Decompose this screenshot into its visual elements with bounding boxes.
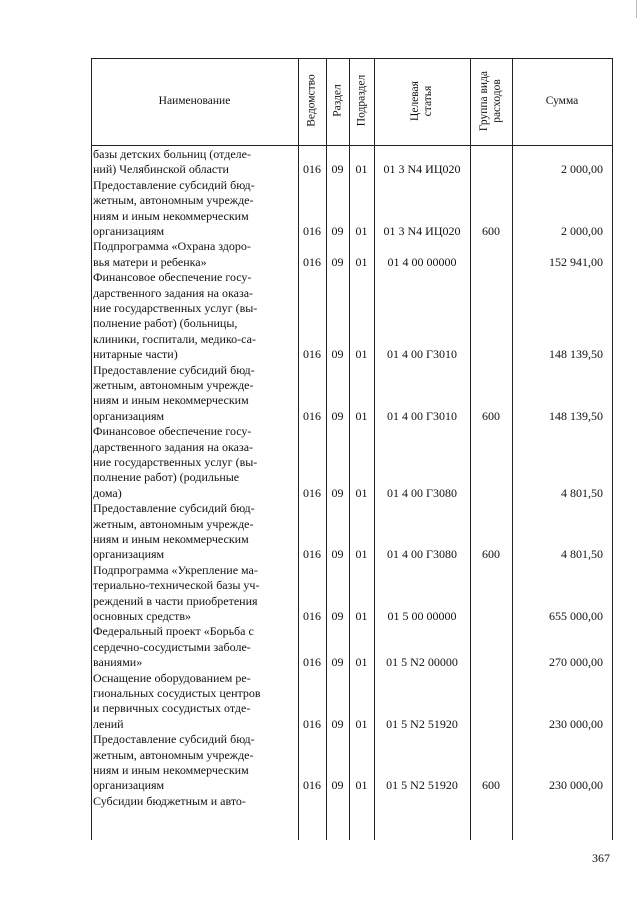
row-name (93, 501, 291, 563)
row-name (93, 794, 291, 809)
row-name (93, 147, 291, 178)
row-name-line: дарственного задания на оказа- (93, 285, 254, 300)
row-name-line: организациям (93, 224, 165, 239)
row-name-line: Оснащение оборудованием ре- (93, 670, 251, 685)
cell-vedomstvo: 016 (303, 778, 321, 793)
row-name-line: ниям и иным некоммерческим (93, 208, 249, 223)
row-name-line: ниям и иным некоммерческим (93, 763, 249, 777)
header-name: Наименование (158, 95, 231, 107)
cell-podrazdel: 01 (355, 162, 368, 177)
cell-tselevaya: 01 3 N4 ИЦ020 (383, 224, 461, 238)
cell-podrazdel: 01 (355, 609, 368, 623)
cell-vedomstvo: 016 (303, 485, 321, 500)
cell-podrazdel: 01 (355, 485, 368, 500)
header-vedomstvo: Ведомство (305, 74, 318, 127)
row-name-line: и первичных сосудистых отде- (93, 701, 251, 716)
header-gruppa-line1: Группа вида (478, 70, 490, 132)
row-name-line: Предоставление субсидий бюд- (93, 732, 255, 747)
cell-podrazdel: 01 (355, 254, 368, 269)
row-name-line: ваниями» (93, 655, 143, 670)
cell-tselevaya: 01 5 N2 51920 (386, 716, 458, 731)
row-name-line: сердечно-сосудистыми заболе- (93, 639, 251, 654)
row-name-line: Финансовое обеспечение госу- (93, 424, 252, 439)
cell-razdel: 09 (331, 254, 344, 269)
cell-tselevaya: 01 4 00 Г3080 (387, 485, 457, 500)
cell-razdel: 09 (331, 408, 344, 423)
cell-summa: 230 000,00 (549, 778, 603, 793)
row-name-line: организациям (93, 778, 165, 793)
row-name-line: полнение работ) (родильные (93, 470, 240, 485)
row-name (93, 363, 291, 425)
row-name (93, 178, 291, 240)
row-name-line: базы детских больниц (отделе- (93, 147, 251, 161)
row-name-line: Субсидии бюджетным и авто- (93, 793, 246, 808)
cell-vedomstvo: 016 (303, 347, 321, 362)
cell-razdel: 09 (331, 778, 344, 793)
row-name-line: ниям и иным некоммерческим (93, 532, 249, 546)
row-name-line: териально-технической базы уч- (93, 578, 260, 593)
row-name-line: жетным, автономным учрежде- (93, 378, 254, 392)
cell-tselevaya: 01 4 00 Г3010 (387, 408, 457, 423)
header-podrazdel: Подраздел (355, 74, 368, 127)
row-name-line: лений (93, 716, 124, 731)
row-name (93, 624, 291, 670)
cell-tselevaya: 01 5 00 00000 (387, 609, 457, 623)
cell-podrazdel: 01 (355, 655, 368, 670)
cell-razdel: 09 (331, 547, 344, 562)
cell-summa: 655 000,00 (549, 609, 603, 623)
row-name-line: дома) (93, 485, 122, 500)
cell-tselevaya: 01 4 00 Г3010 (387, 347, 457, 362)
row-name-line: Федеральный проект «Борьба с (93, 624, 254, 639)
row-name-line: организациям (93, 547, 165, 562)
cell-tselevaya: 01 5 N2 51920 (386, 778, 458, 793)
row-name-line: Финансовое обеспечение госу- (93, 270, 252, 285)
cell-podrazdel: 01 (355, 547, 368, 562)
cell-razdel: 09 (331, 162, 344, 177)
row-name-line: Подпрограмма «Охрана здоро- (93, 239, 251, 254)
cell-summa: 2 000,00 (561, 162, 603, 177)
cell-summa: 270 000,00 (549, 655, 603, 670)
cell-tselevaya: 01 4 00 Г3080 (387, 547, 457, 562)
header-gruppa-line2: расходов (491, 79, 503, 123)
row-name-line: гиональных сосудистых центров (93, 686, 261, 700)
cell-gruppa: 600 (482, 408, 500, 423)
cell-tselevaya: 01 5 N2 00000 (386, 655, 458, 670)
header-razdel: Раздел (331, 84, 344, 117)
cell-vedomstvo: 016 (303, 716, 321, 731)
cell-summa: 152 941,00 (549, 254, 603, 269)
header-gruppa (478, 51, 504, 151)
cell-summa: 4 801,50 (561, 485, 603, 500)
cell-podrazdel: 01 (355, 778, 368, 793)
cell-podrazdel: 01 (355, 224, 368, 238)
page-number: 367 (592, 851, 610, 865)
header-summa: Сумма (545, 95, 579, 107)
cell-vedomstvo: 016 (303, 408, 321, 423)
row-name-line: дарственного задания на оказа- (93, 439, 254, 454)
cell-razdel: 09 (331, 609, 344, 623)
cell-summa: 2 000,00 (561, 224, 603, 238)
cell-vedomstvo: 016 (303, 655, 321, 670)
row-name-line: ний) Челябинской области (93, 162, 229, 177)
row-name-line: полнение работ) (больницы, (93, 316, 238, 331)
row-name-line: жетным, автономным учрежде- (93, 516, 254, 531)
row-name (93, 671, 291, 733)
cell-gruppa: 600 (482, 547, 500, 562)
row-name-line: ние государственных услуг (вы- (93, 301, 258, 315)
row-name-line: Предоставление субсидий бюд- (93, 501, 255, 516)
cell-vedomstvo: 016 (303, 162, 321, 177)
cell-razdel: 09 (331, 485, 344, 500)
cell-vedomstvo: 016 (303, 609, 321, 623)
row-name-line: Предоставление субсидий бюд- (93, 362, 255, 377)
row-name (93, 732, 291, 794)
cell-tselevaya: 01 3 N4 ИЦ020 (383, 162, 461, 177)
row-name-line: нитарные части) (93, 347, 178, 362)
row-name-line: реждений в части приобретения (93, 593, 258, 608)
cell-summa: 148 139,50 (549, 347, 603, 362)
cell-vedomstvo: 016 (303, 547, 321, 562)
row-name-line: Предоставление субсидий бюд- (93, 177, 255, 192)
header-tselevaya (409, 51, 435, 151)
row-name-line: Подпрограмма «Укрепление ма- (93, 562, 258, 577)
cell-razdel: 09 (331, 655, 344, 670)
cell-razdel: 09 (331, 224, 344, 238)
cell-podrazdel: 01 (355, 408, 368, 423)
row-name (93, 563, 291, 625)
scan-mark (636, 0, 637, 18)
cell-razdel: 09 (331, 347, 344, 362)
cell-vedomstvo: 016 (303, 254, 321, 269)
cell-gruppa: 600 (482, 224, 500, 238)
row-name (93, 239, 291, 270)
cell-razdel: 09 (331, 716, 344, 731)
cell-summa: 4 801,50 (561, 547, 603, 562)
row-name-line: ниям и иным некоммерческим (93, 393, 249, 408)
row-name-line: жетным, автономным учрежде- (93, 193, 254, 208)
cell-summa: 148 139,50 (549, 408, 603, 423)
cell-summa: 230 000,00 (549, 716, 603, 731)
header-tselevaya-line1: Целевая (409, 81, 421, 121)
row-name-line: жетным, автономным учрежде- (93, 747, 254, 762)
row-name (93, 270, 291, 362)
cell-gruppa: 600 (482, 778, 500, 793)
row-name-line: вья матери и ребенка» (93, 254, 207, 269)
row-name (93, 424, 291, 501)
row-name-line: организациям (93, 408, 165, 423)
cell-vedomstvo: 016 (303, 224, 321, 238)
row-name-line: клиники, госпитали, медико-са- (93, 331, 256, 346)
cell-podrazdel: 01 (355, 716, 368, 731)
row-name-line: ние государственных услуг (вы- (93, 455, 258, 469)
row-name-line: основных средств» (93, 609, 192, 624)
header-tselevaya-line2: статья (422, 85, 434, 117)
cell-podrazdel: 01 (355, 347, 368, 362)
cell-tselevaya: 01 4 00 00000 (387, 254, 457, 269)
